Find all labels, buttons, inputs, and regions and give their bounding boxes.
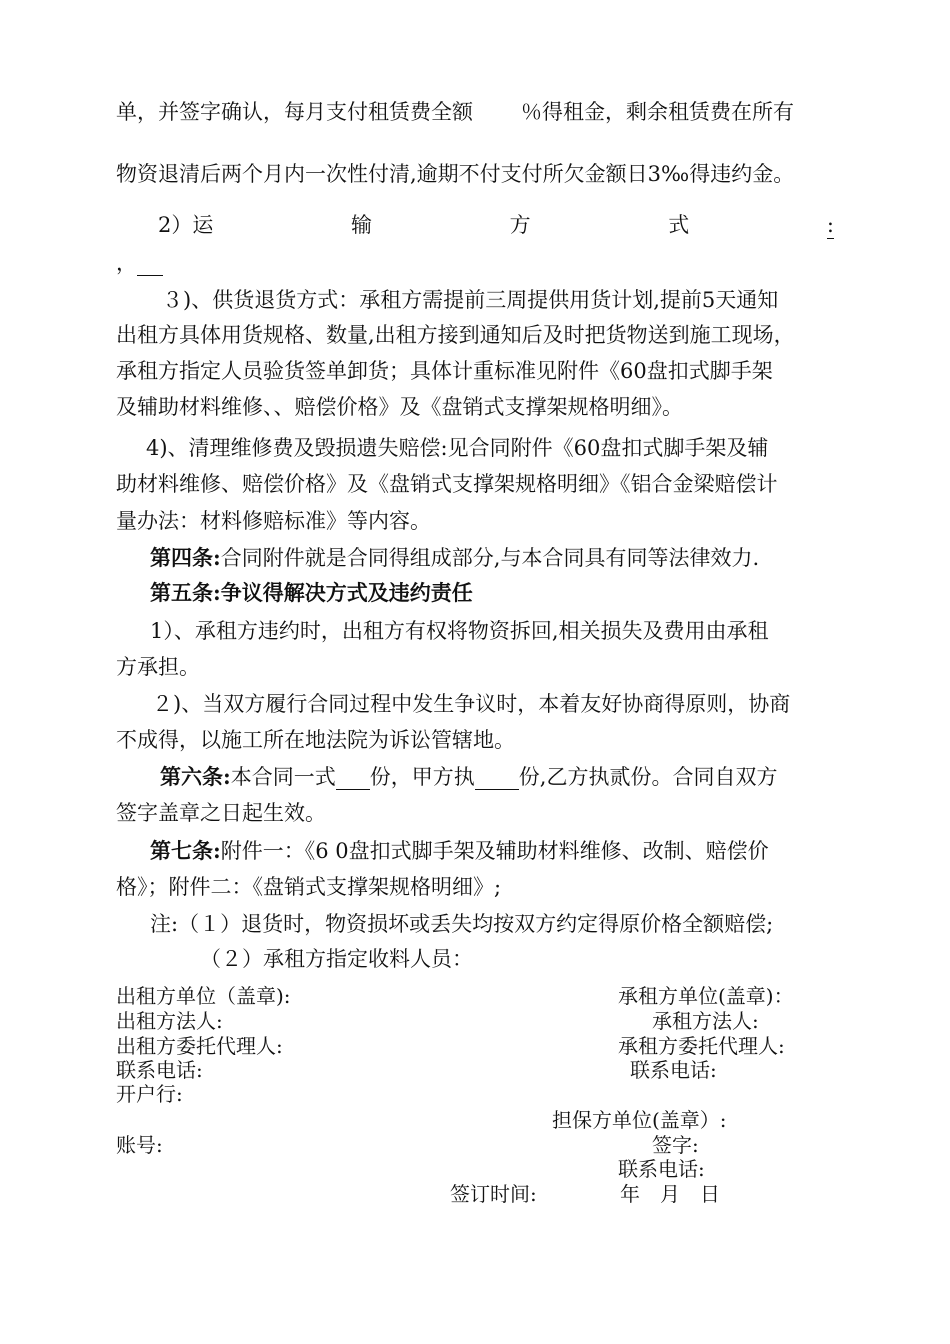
paragraph-line-2: 物资退清后两个月内一次性付清,逾期不付支付所欠金额日3‰得违约金。 (116, 162, 795, 186)
article-seven-label: 第七条: (150, 838, 221, 863)
guarantor-phone: 联系电话: (618, 1157, 705, 1181)
lessee-agent: 承租方委托代理人: (618, 1034, 785, 1058)
article-four (150, 545, 870, 571)
copies-blank (336, 769, 370, 790)
paragraph-line-14: 1）、承租方违约时，出租方有权将物资拆回,相关损失及费用由承租 (150, 619, 769, 643)
lessee-unit: 承租方单位(盖章)： (618, 984, 794, 1008)
lessee-legal: 承租方法人: (652, 1009, 759, 1033)
article-six-text-b: 份，甲方执 (369, 765, 475, 789)
note-line-1: 注:（１）退货时，物资损坏或丢失均按双方约定得原价格全额赔偿; (150, 912, 774, 936)
article-six-text-c: 份,乙方执贰份。合同自双方 (518, 765, 778, 789)
lessor-phone: 联系电话: (116, 1058, 203, 1082)
article-six-label: 第六条: (160, 764, 231, 789)
bank-name: 开户行: (116, 1082, 183, 1106)
article-five-heading: 第五条:争议得解决方式及违约责任 (150, 580, 473, 605)
transport-colon: : (826, 213, 834, 237)
paragraph-line-21: 格》；附件二：《盘销式支撑架规格明细》; (116, 875, 502, 899)
payment-text-b: ％得租金，剩余租赁费在所有 (521, 100, 794, 124)
paragraph-line-10: 助材料维修、赔偿价格》及《盘销式支撑架规格明细》《铝合金梁赔偿计 (116, 472, 778, 496)
party-a-copies-blank (475, 769, 519, 790)
paragraph-line-1 (116, 99, 836, 125)
article-seven-text: 附件一：《6 0盘扣式脚手架及辅助材料维修、改制、赔偿价 (220, 839, 769, 863)
paragraph-line-7: 承租方指定人员验货签单卸货；具体计重标准见附件《60盘扣式脚手架 (116, 359, 773, 383)
transport-blank-line (116, 250, 836, 276)
paragraph-line-8: 及辅助材料维修、、赔偿价格》及《盘销式支撑架规格明细》。 (116, 395, 683, 419)
blank-underline (137, 255, 163, 276)
lessor-legal: 出租方法人: (116, 1009, 223, 1033)
transport-method-line (158, 212, 834, 239)
note-line-2: （２）承租方指定收料人员： (200, 947, 473, 971)
paragraph-line-17: 不成得，以施工所在地法院为诉讼管辖地。 (116, 728, 515, 752)
article-six-text-a: 本合同一式 (230, 765, 336, 789)
article-four-text: 合同附件就是合同得组成部分,与本合同具有同等法律效力. (220, 546, 760, 570)
article-seven (150, 838, 870, 864)
lessor-unit: 出租方单位（盖章): (116, 984, 291, 1008)
transport-label-1: 2）运 (158, 213, 214, 237)
paragraph-line-15: 方承担。 (116, 655, 200, 679)
guarantor-unit: 担保方单位(盖章）: (552, 1108, 727, 1132)
paragraph-line-6: 出租方具体用货规格、数量,出租方接到通知后及时把货物送到施工现场， (116, 323, 795, 347)
blank-comma: ， (116, 251, 137, 275)
transport-label-3: 方 (509, 213, 531, 237)
article-six (160, 764, 880, 790)
paragraph-line-9: 4)、清理维修费及毁损遗失赔偿:见合同附件《60盘扣式脚手架及辅 (146, 436, 769, 460)
paragraph-line-11: 量办法：材料修赔标准》等内容。 (116, 509, 431, 533)
lessee-phone: 联系电话: (630, 1058, 717, 1082)
guarantor-sign: 签字: (652, 1133, 699, 1157)
paragraph-line-5: ３)、供货退货方式：承租方需提前三周提供用货计划,提前5天通知 (162, 288, 779, 312)
payment-text-a: 单，并签字确认，每月支付租赁费全额 (116, 100, 473, 124)
sign-time-label: 签订时间: (450, 1182, 537, 1206)
sign-time-value: 年 月 日 (620, 1182, 720, 1206)
paragraph-line-19: 签字盖章之日起生效。 (116, 801, 326, 825)
lessor-agent: 出租方委托代理人: (116, 1034, 283, 1058)
account-number: 账号: (116, 1133, 163, 1157)
transport-label-2: 输 (351, 213, 372, 237)
paragraph-line-16: ２)、当双方履行合同过程中发生争议时，本着友好协商得原则，协商 (152, 692, 791, 716)
transport-label-4: 式 (668, 213, 690, 237)
article-four-label: 第四条: (150, 545, 221, 570)
